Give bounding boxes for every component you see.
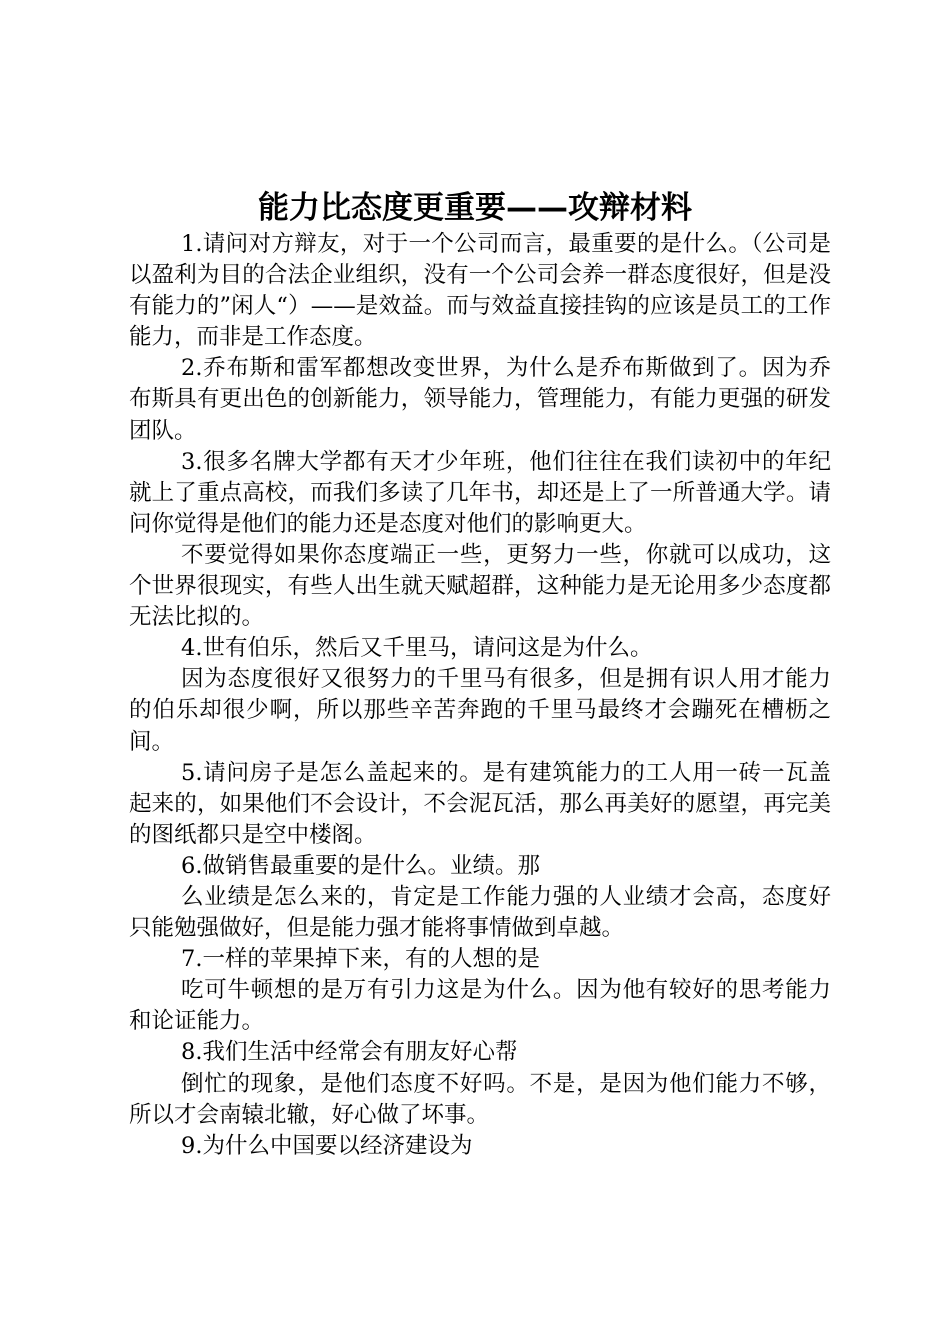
document-body: [129, 229, 831, 1162]
paragraph-5: 4.世有伯乐，然后又千里马，请问这是为什么。: [181, 635, 653, 662]
paragraph-11: 吃可牛顿想的是万有引力这是为什么。因为他有较好的思考能力和论证能力。: [129, 977, 831, 1035]
paragraph-9: 么业绩是怎么来的，肯定是工作能力强的人业绩才会高，态度好只能勉强做好，但是能力强才能将事情做到卓越。: [129, 883, 831, 942]
paragraph-2: 2.乔布斯和雷军都想改变世界，为什么是乔布斯做到了。因为乔布斯具有更出色的创新能力，领导能力，管理能力，有能力更强的研发团队。: [129, 355, 831, 444]
paragraph-7: 5.请问房子是怎么盖起来的。是有建筑能力的工人用一砖一瓦盖起来的，如果他们不会设计，不会泥瓦活，那么再美好的愿望，再完美的图纸都只是空中楼阁。: [129, 759, 831, 848]
paragraph-13: 倒忙的现象，是他们态度不好吗。不是，是因为他们能力不够，所以才会南辕北辙，好心做了坏事。: [129, 1070, 831, 1128]
paragraph-10: 7.一样的苹果掉下来，有的人想的是: [181, 946, 540, 973]
paragraph-1: 1.请问对方辩友，对于一个公司而言，最重要的是什么。（公司是以盈利为目的合法企业组织，没有一个公司会养一群态度很好，但是没有能力的”闲人“）——是效益。而与效益直接挂钩的应该是员工的工作能力，而非是工作态度。: [129, 231, 831, 351]
paragraph-3: 3.很多名牌大学都有天才少年班，他们往往在我们读初中的年纪就上了重点高校，而我们多读了几年书，却还是上了一所普通大学。请问你觉得是他们的能力还是态度对他们的影响更大。: [129, 448, 831, 537]
paragraph-14: 9.为什么中国要以经济建设为: [181, 1132, 473, 1159]
paragraph-4: 不要觉得如果你态度端正一些，更努力一些，你就可以成功，这个世界很现实，有些人出生就天赋超群，这种能力是无论用多少态度都无法比拟的。: [129, 541, 831, 631]
paragraph-6: 因为态度很好又很努力的千里马有很多，但是拥有识人用才能力的伯乐却很少啊，所以那些辛苦奔跑的千里马最终才会蹦死在槽枥之间。: [129, 666, 831, 755]
paragraph-12: 8.我们生活中经常会有朋友好心帮: [181, 1039, 518, 1066]
document-title: 能力比态度更重要——攻辩材料: [258, 190, 692, 226]
paragraph-8: 6.做销售最重要的是什么。业绩。那: [181, 852, 540, 879]
